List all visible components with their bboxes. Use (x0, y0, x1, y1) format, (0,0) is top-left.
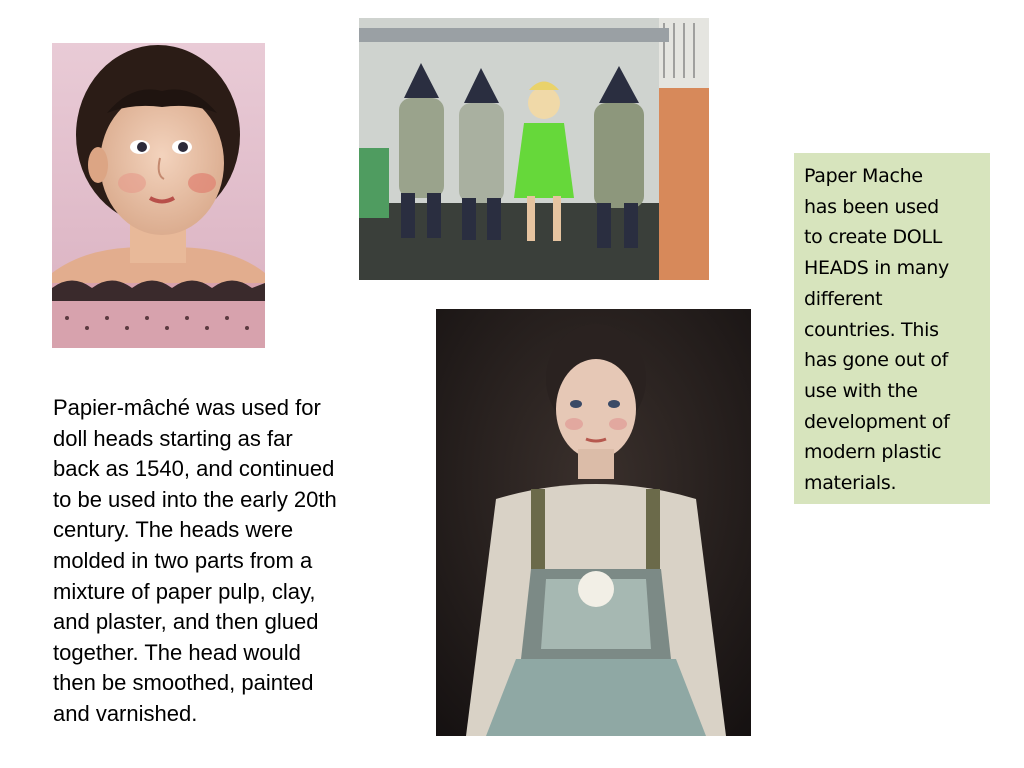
paragraph-line: molded in two parts from a (53, 547, 313, 573)
paragraph-line: back as 1540, and continued (53, 456, 335, 482)
note-line: countries. This (804, 318, 939, 341)
antique-doll-photo (436, 309, 751, 736)
description-paragraph (53, 393, 393, 730)
note-box (794, 153, 990, 504)
paragraph-line: Papier-mâché was used for (53, 395, 321, 420)
doll-head-photo (52, 43, 265, 348)
note-line: modern plastic (804, 441, 942, 464)
paragraph-line: together. The head would (53, 639, 301, 665)
paragraph-line: and plaster, and then glued (53, 609, 319, 635)
note-line: use with the (804, 379, 918, 402)
note-line: development of (804, 410, 950, 433)
paragraph-line: to be used into the early 20th (53, 486, 337, 512)
paragraph-line: then be smoothed, painted (53, 670, 314, 696)
note-line: different (804, 287, 883, 310)
note-line: to create DOLL (804, 226, 943, 249)
note-line: HEADS in many (804, 257, 949, 280)
hanging-figures-photo (359, 18, 709, 280)
paragraph-line: mixture of paper pulp, clay, (53, 578, 316, 604)
note-line: has been used (804, 195, 939, 218)
note-line: has gone out of (804, 349, 949, 372)
note-line: materials. (804, 472, 897, 495)
paragraph-line: century. The heads were (53, 517, 294, 543)
note-line: Paper Mache (804, 165, 923, 187)
paragraph-line: and varnished. (53, 700, 198, 726)
paragraph-line: doll heads starting as far (53, 425, 293, 451)
